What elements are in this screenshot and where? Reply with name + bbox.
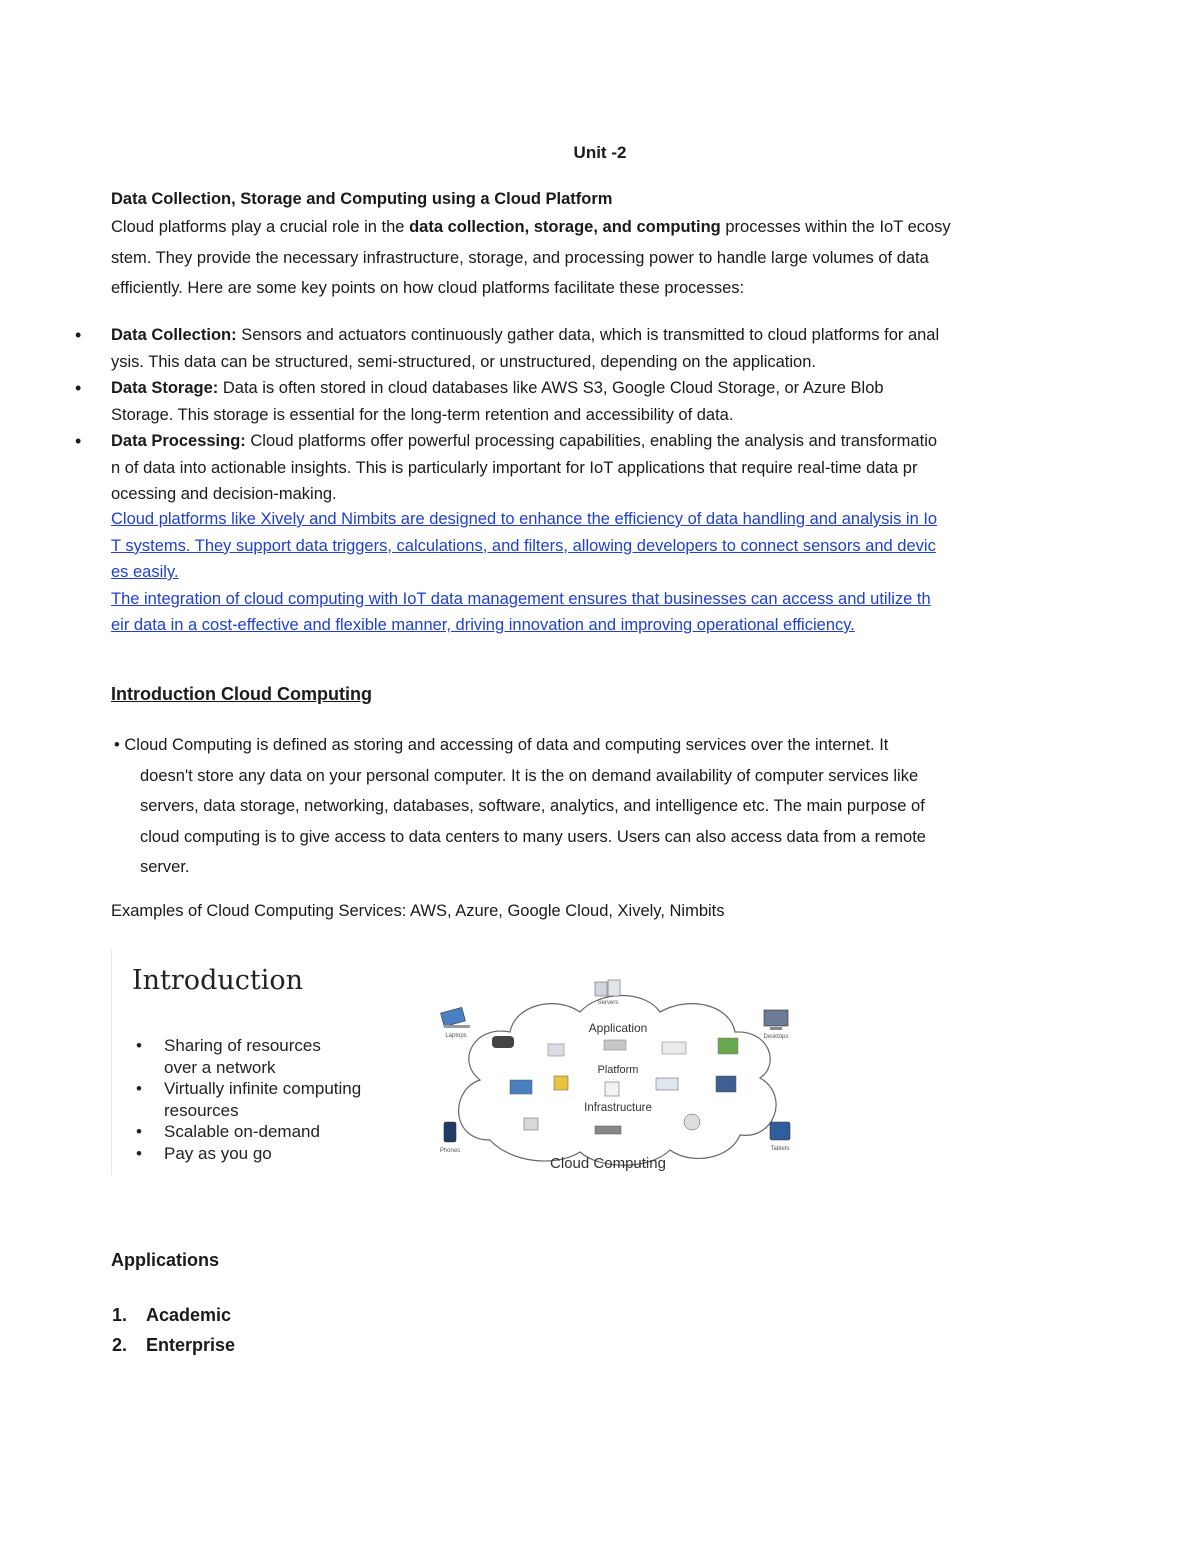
list-item xyxy=(112,1300,235,1330)
key-points-list xyxy=(75,322,1101,508)
laptop-icon xyxy=(441,1007,470,1039)
application-label: Academic xyxy=(146,1305,232,1325)
integration-link[interactable] xyxy=(111,586,1101,639)
cloud-computing-figure xyxy=(111,950,807,1175)
desktop-icon xyxy=(763,1010,788,1040)
bullet-dot-icon: • xyxy=(75,325,82,345)
queue-icon xyxy=(656,1078,678,1090)
list-item xyxy=(75,375,1101,428)
finance-icon xyxy=(718,1038,738,1054)
cc-line: cloud computing is to give access to data centers to many users. Users can also access data from a remote xyxy=(140,827,926,846)
svg-text:Desktops: Desktops xyxy=(763,1034,789,1040)
runtime-icon xyxy=(605,1082,619,1096)
link-text[interactable]: The integration of cloud computing with IoT data management ensures that businesses can access and utilize th xyxy=(111,589,931,608)
intro-line-2: stem. They provide the necessary infrastructure, storage, and processing power to handle large volumes of data xyxy=(111,248,929,267)
cc-line: servers, data storage, networking, databases, software, analytics, and intelligence etc. The main purpose of xyxy=(140,797,925,815)
bullet-text: ocessing and decision-making. xyxy=(111,485,337,503)
figure-bullet-text: Pay as you go xyxy=(164,1143,272,1163)
phone-icon xyxy=(440,1122,460,1154)
unit-title: Unit -2 xyxy=(573,143,627,162)
intro-text-1: Cloud platforms play a crucial role in the xyxy=(111,218,410,236)
svg-text:Laptops: Laptops xyxy=(445,1033,467,1039)
cc-line: server. xyxy=(140,858,190,876)
bullet-text: Sensors and actuators continuously gather data, which is transmitted to cloud platforms for anal xyxy=(236,326,940,344)
bullet-dot-icon: • xyxy=(136,1036,142,1055)
list-item xyxy=(134,1143,361,1165)
figure-bullet-text: Virtually infinite computing xyxy=(164,1079,362,1098)
figure-bullets xyxy=(134,1035,361,1164)
intro-text-2: processes within the IoT ecosy xyxy=(720,218,951,236)
monitoring-icon xyxy=(492,1036,514,1048)
figure-title: Introduction xyxy=(132,965,303,996)
svg-text:Servers: Servers xyxy=(597,1000,619,1006)
application-label: Enterprise xyxy=(146,1335,236,1355)
communication-icon xyxy=(662,1042,686,1054)
list-item xyxy=(134,1121,361,1143)
list-item xyxy=(134,1035,361,1057)
list-item xyxy=(134,1078,361,1100)
link-text[interactable]: T systems. They support data triggers, calculations, and filters, allowing developers to connect sensors and devic xyxy=(111,536,936,555)
bullet-dot-icon: • xyxy=(136,1079,142,1098)
intro-cloud-computing-heading: Introduction Cloud Computing xyxy=(111,684,372,704)
figure-bullet-text: Sharing of resources xyxy=(164,1036,321,1055)
list-item xyxy=(75,428,1101,508)
content-icon xyxy=(548,1044,564,1056)
link-text[interactable]: eir data in a cost-effective and flexible manner, driving innovation and improving operational efficiency. xyxy=(111,616,855,634)
bullet-dot-icon: • xyxy=(75,378,82,398)
links-block xyxy=(111,506,1101,639)
object-storage-icon xyxy=(510,1080,532,1094)
bullet-text: Storage. This storage is essential for the long-term retention and accessibility of data. xyxy=(111,405,734,424)
list-item xyxy=(134,1100,361,1122)
block-storage-icon xyxy=(595,1126,621,1134)
intro-line-3: efficiently. Here are some key points on how cloud platforms facilitate these processes: xyxy=(111,279,745,297)
diagram-caption: Cloud Computing xyxy=(550,1155,666,1172)
list-item xyxy=(112,1330,236,1360)
bullet-dot-icon: • xyxy=(75,431,82,451)
tablet-icon xyxy=(770,1122,790,1152)
identity-icon xyxy=(554,1076,568,1090)
database-icon xyxy=(716,1076,736,1092)
compute-icon xyxy=(524,1118,538,1130)
intro-bold-text: data collection, storage, and computing xyxy=(409,218,721,236)
applications-list xyxy=(112,1300,236,1360)
list-item xyxy=(75,322,1101,375)
examples-line: Examples of Cloud Computing Services: AWS, Azure, Google Cloud, Xively, Nimbits xyxy=(111,902,725,920)
network-icon xyxy=(684,1114,700,1130)
cloud-computing-definition xyxy=(114,730,1074,883)
applications-heading: Applications xyxy=(111,1250,220,1270)
list-item xyxy=(134,1057,361,1079)
intro-paragraph xyxy=(111,212,1101,304)
link-text[interactable]: es easily. xyxy=(111,563,179,581)
list-number: 1. xyxy=(112,1305,128,1325)
servers-icon xyxy=(595,980,620,1006)
layer-infrastructure-label: Infrastructure xyxy=(584,1102,652,1114)
bullet-text: n of data into actionable insights. This is particularly important for IoT applications that require real-time data pr xyxy=(111,458,918,477)
bullet-label: Data Collection: xyxy=(111,326,237,344)
svg-text:Tablets: Tablets xyxy=(770,1146,790,1152)
bullet-label: Data Storage: xyxy=(111,379,219,397)
bullet-text: Cloud platforms offer powerful processing capabilities, enabling the analysis and transformatio xyxy=(245,432,938,450)
section-heading: Data Collection, Storage and Computing using a Cloud Platform xyxy=(111,190,613,208)
collaboration-icon xyxy=(604,1040,626,1050)
link-text[interactable]: Cloud platforms like Xively and Nimbits are designed to enhance the efficiency of data handling and analysis in Io xyxy=(111,510,938,528)
bullet-dot-icon: • xyxy=(136,1143,142,1163)
list-number: 2. xyxy=(112,1335,128,1355)
bullet-text: ysis. This data can be structured, semi-structured, or unstructured, depending on the application. xyxy=(111,352,816,371)
figure-bullet-text: over a network xyxy=(164,1057,276,1077)
layer-platform-label: Platform xyxy=(597,1064,639,1076)
svg-text:Phones: Phones xyxy=(439,1148,461,1154)
xively-nimbits-link[interactable] xyxy=(111,506,1101,586)
bullet-label: Data Processing: xyxy=(111,432,246,450)
layer-application-label: Application xyxy=(588,1021,648,1035)
figure-bullet-text: resources xyxy=(164,1100,239,1120)
cc-line: • Cloud Computing is defined as storing and accessing of data and computing services over the internet. It xyxy=(114,736,889,754)
cloud-computing-diagram xyxy=(430,970,807,1175)
bullet-dot-icon: • xyxy=(136,1122,142,1141)
figure-bullet-text: Scalable on-demand xyxy=(164,1122,320,1141)
bullet-text: Data is often stored in cloud databases like AWS S3, Google Cloud Storage, or Azure Blob xyxy=(218,379,884,397)
cc-line: doesn't store any data on your personal computer. It is the on demand availability of computer services like xyxy=(140,766,919,785)
